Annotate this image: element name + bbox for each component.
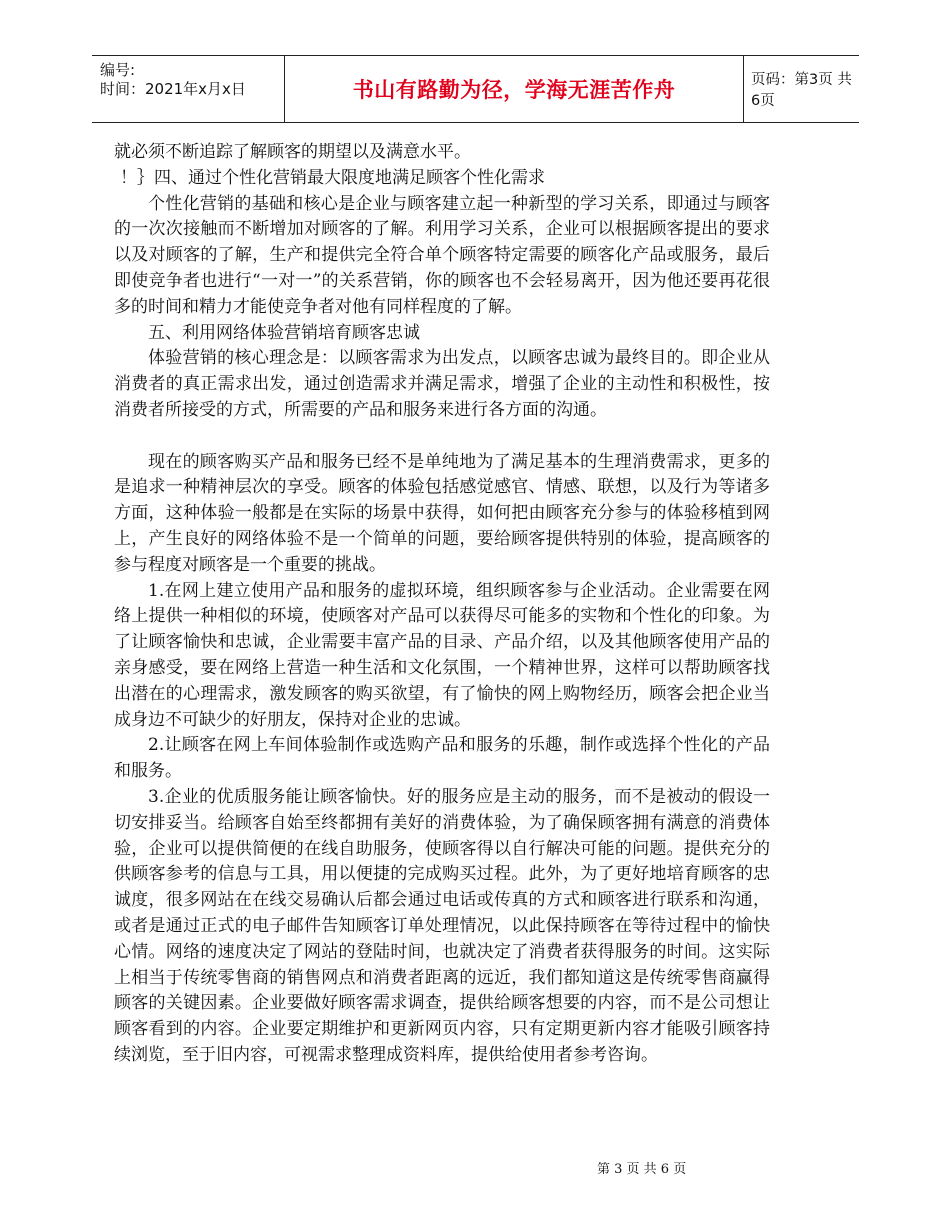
paragraph: 3.企业的优质服务能让顾客愉快。好的服务应是主动的服务，而不是被动的假设一切安排妥当。给顾客自始至终都拥有美好的消费体验，为了确保顾客拥有满意的消费体验，企业可以提供简便的在线自助服务，使顾客得以自行解决可能的问题。提供充分的供顾客参考的信息与工具，用以便捷的完成购买过程。此外，为了更好地培育顾客的忠诚度，很多网站在在线交易确认后都会通过电话或传真的方式和顾客进行联系和沟通，或者是通过正式的电子邮件告知顾客订单处理情况，以此保持顾客在等待过程中的愉快心情。网络的速度决定了网站的登陆时间，也就决定了消费者获得服务的时间。这实际上相当于传统零售商的销售网点和消费者距离的远近，我们都知道这是传统零售商赢得顾客的关键因素。企业要做好顾客需求调查，提供给顾客想要的内容，而不是公司想让顾客看到的内容。企业要定期维护和更新网页内容，只有定期更新内容才能吸引顾客持续浏览，至于旧内容，可视需求整理成资料库，提供给使用者参考咨询。 — [114, 786, 770, 1065]
header-meta-cell — [92, 56, 284, 122]
footer-page-number: 第 3 页 共 6 页 — [597, 1162, 687, 1177]
paragraph: 体验营销的核心理念是：以顾客需求为出发点，以顾客忠诚为最终目的。即企业从消费者的真正需求出发，通过创造需求并满足需求，增强了企业的主动性和积极性，按消费者所接受的方式，所需要的产品和服务来进行各方面的沟通。 — [114, 348, 770, 420]
document-body — [114, 140, 770, 1069]
paragraph: 1.在网上建立使用产品和服务的虚拟环境，组织顾客参与企业活动。企业需要在网络上提供一种相似的环境，使顾客对产品可以获得尽可能多的实物和个性化的印象。为了让顾客愉快和忠诚，企业需要丰富产品的目录、产品介绍，以及其他顾客使用产品的亲身感受，要在网络上营造一种生活和文化氛围，一个精神世界，这样可以帮助顾客找出潜在的心理需求，激发顾客的购买欲望，有了愉快的网上购物经历，顾客会把企业当成身边不可缺少的好朋友，保持对企业的忠诚。 — [114, 580, 770, 730]
paragraph: 个性化营销的基础和核心是企业与顾客建立起一种新型的学习关系，即通过与顾客的一次次接触而不断增加对顾客的了解。利用学习关系，企业可以根据顾客提出的要求以及对顾客的了解，生产和提供完全符合单个顾客特定需要的顾客化产品或服务，最后即使竞争者也进行“一对一”的关系营销，你的顾客也不会轻易离开，因为他还要再花很多的时间和精力才能使竞争者对他有同样程度的了解。 — [114, 193, 770, 317]
header-motto: 书山有路勤为径，学海无涯苦作舟 — [352, 78, 676, 102]
serial-number-label: 编号: — [100, 61, 136, 79]
blank-line — [114, 424, 770, 450]
paragraph: 2.让顾客在网上车间体验制作或选购产品和服务的乐趣，制作或选择个性化的产品和服务。 — [114, 735, 770, 782]
header-page-number: 页码：第3页 共6页 — [751, 72, 852, 109]
date-label: 时间：2021年x月x日 — [100, 80, 246, 98]
page-header — [92, 55, 859, 123]
paragraph: 现在的顾客购买产品和服务已经不是单纯地为了满足基本的生理消费需求，更多的是追求一种精神层次的享受。顾客的体验包括感觉感官、情感、联想，以及行为等诸多方面，这种体验一般都是在实际的场景中获得，如何把由顾客充分参与的体验移植到网上，产生良好的网络体验不是一个简单的问题，要给顾客提供特别的体验，提高顾客的参与程度对顾客是一个重要的挑战。 — [114, 451, 770, 575]
paragraph: 就必须不断追踪了解顾客的期望以及满意水平。 — [114, 142, 471, 162]
header-motto-cell — [284, 56, 744, 122]
section-heading: ！｝四、通过个性化营销最大限度地满足顾客个性化需求 — [120, 167, 545, 188]
section-heading: 五、利用网络体验营销培育顾客忠诚 — [148, 322, 420, 343]
header-page-cell — [743, 56, 859, 122]
